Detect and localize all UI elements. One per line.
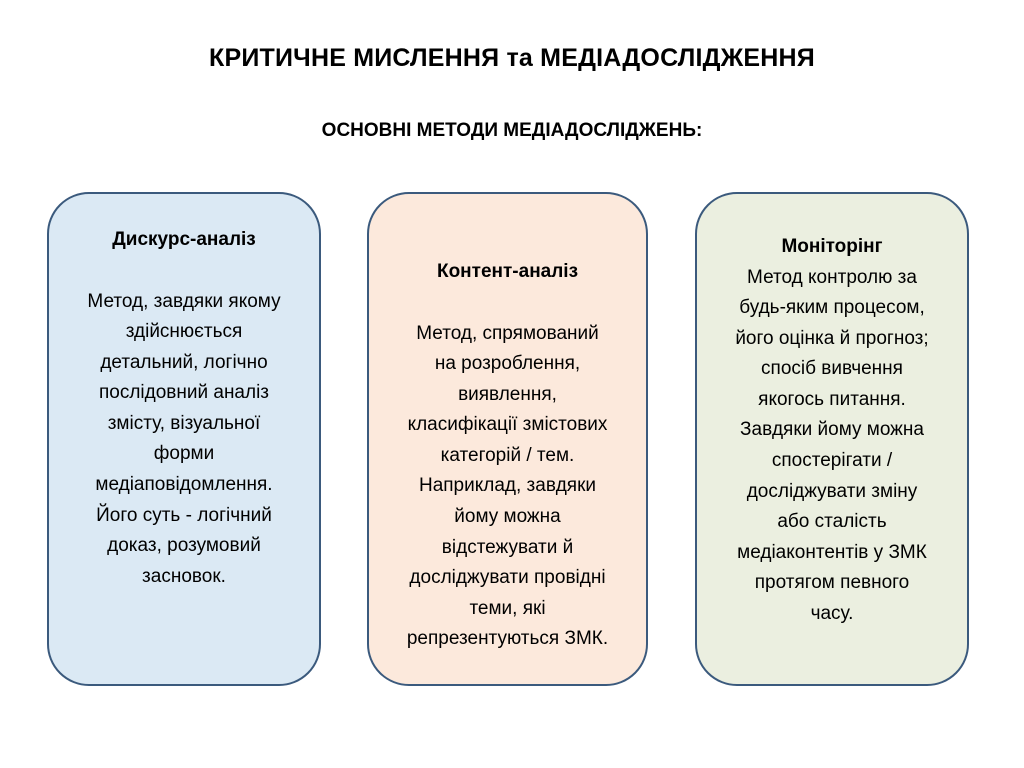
card-discourse-analysis bbox=[47, 192, 321, 686]
slide-subtitle: ОСНОВНІ МЕТОДИ МЕДІАДОСЛІДЖЕНЬ: bbox=[321, 120, 703, 141]
card-body: Метод, спрямований на розроблення, виявлення, класифікації змістових категорій / тем. Наприклад, завдяки йому можна відстежувати й досліджувати провідні теми, які репрезентуються ЗМК. bbox=[406, 322, 609, 650]
card-body: Метод контролю за будь-яким процесом, його оцінка й прогноз; спосіб вивчення якогось питання. Завдяки йому можна спостерігати / досліджувати зміну або сталість медіаконтентів у ЗМК протягом певного часу. bbox=[735, 266, 929, 625]
card-heading: Дискурс-аналіз bbox=[112, 229, 256, 250]
slide-title: КРИТИЧНЕ МИСЛЕННЯ та МЕДІАДОСЛІДЖЕННЯ bbox=[209, 44, 815, 72]
card-heading: Контент-аналіз bbox=[436, 261, 579, 282]
card-heading: Моніторінг bbox=[781, 236, 883, 257]
card-body: Метод, завдяки якому здійснюється детальний, логічно послідовний аналіз змісту, візуальної форми медіаповідомлення. Його суть - логічний доказ, розумовий засновок. bbox=[87, 290, 281, 587]
card-monitoring bbox=[695, 192, 969, 686]
card-content-analysis bbox=[367, 192, 648, 686]
